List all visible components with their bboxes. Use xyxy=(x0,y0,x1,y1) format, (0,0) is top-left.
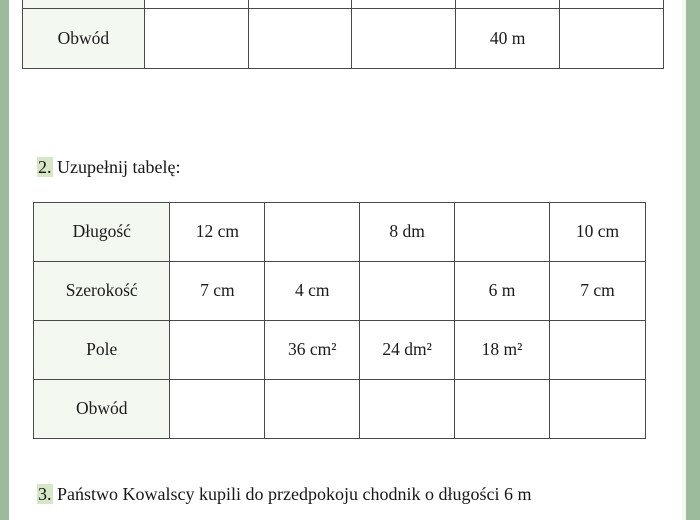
cell-top-r1-c1[interactable] xyxy=(144,9,248,69)
table-row xyxy=(23,0,664,9)
cell-r0-c1[interactable]: 12 cm xyxy=(170,203,265,262)
cell-r0-c3[interactable]: 8 dm xyxy=(360,203,455,262)
exercise-2-instruction: Uzupełnij tabelę: xyxy=(57,157,181,177)
row-label-dlugosc: Długość xyxy=(34,203,170,262)
page-edge-stripe-right xyxy=(686,0,700,520)
table-row xyxy=(34,262,646,321)
table-row xyxy=(34,203,646,262)
exercise-3-text: Państwo Kowalscy kupili do przedpokoju chodnik o długości 6 m xyxy=(57,484,532,504)
exercise-2-number: 2. xyxy=(38,157,52,177)
row-label-obwod: Obwód xyxy=(23,9,145,69)
table-exercise-2 xyxy=(33,202,646,439)
cell-r3-c1[interactable] xyxy=(170,380,265,439)
cell-r2-c5[interactable] xyxy=(549,321,645,380)
cell-r1-c1[interactable]: 7 cm xyxy=(170,262,265,321)
table-row xyxy=(23,9,664,69)
exercise-3-prompt xyxy=(37,482,682,507)
cell-r1-c3[interactable] xyxy=(360,262,455,321)
table-row xyxy=(34,380,646,439)
page-edge-stripe-left xyxy=(0,0,9,520)
cell-r3-c2[interactable] xyxy=(265,380,360,439)
cell-top-r0-c3[interactable] xyxy=(352,0,456,9)
cell-top-r0-c5[interactable] xyxy=(560,0,664,9)
cell-top-r1-c4[interactable]: 40 m xyxy=(456,9,560,69)
row-label-pole: Pole xyxy=(34,321,170,380)
row-label-pole xyxy=(23,0,145,9)
table-top-clipped xyxy=(22,0,664,69)
cell-r3-c4[interactable] xyxy=(455,380,550,439)
cell-top-r0-c2[interactable] xyxy=(248,0,352,9)
cell-r2-c1[interactable] xyxy=(170,321,265,380)
cell-r3-c5[interactable] xyxy=(549,380,645,439)
cell-r1-c5[interactable]: 7 cm xyxy=(549,262,645,321)
cell-r1-c4[interactable]: 6 m xyxy=(455,262,550,321)
table-top xyxy=(22,0,664,69)
worksheet-page xyxy=(13,0,682,520)
exercise-2-prompt xyxy=(37,155,180,180)
cell-top-r1-c2[interactable] xyxy=(248,9,352,69)
cell-r0-c2[interactable] xyxy=(265,203,360,262)
cell-r2-c4[interactable]: 18 m² xyxy=(455,321,550,380)
cell-r2-c2[interactable]: 36 cm² xyxy=(265,321,360,380)
cell-top-r1-c3[interactable] xyxy=(352,9,456,69)
cell-top-r1-c5[interactable] xyxy=(560,9,664,69)
cell-r0-c5[interactable]: 10 cm xyxy=(549,203,645,262)
table-exercise-2-wrap xyxy=(33,202,646,439)
cell-r0-c4[interactable] xyxy=(455,203,550,262)
page-edge-inner-right xyxy=(682,0,686,520)
exercise-3-number: 3. xyxy=(38,484,52,504)
cell-top-r0-c1[interactable] xyxy=(144,0,248,9)
row-label-szerokosc: Szerokość xyxy=(34,262,170,321)
cell-r3-c3[interactable] xyxy=(360,380,455,439)
row-label-obwod: Obwód xyxy=(34,380,170,439)
cell-r2-c3[interactable]: 24 dm² xyxy=(360,321,455,380)
cell-top-r0-c4[interactable] xyxy=(456,0,560,9)
table-row xyxy=(34,321,646,380)
cell-r1-c2[interactable]: 4 cm xyxy=(265,262,360,321)
